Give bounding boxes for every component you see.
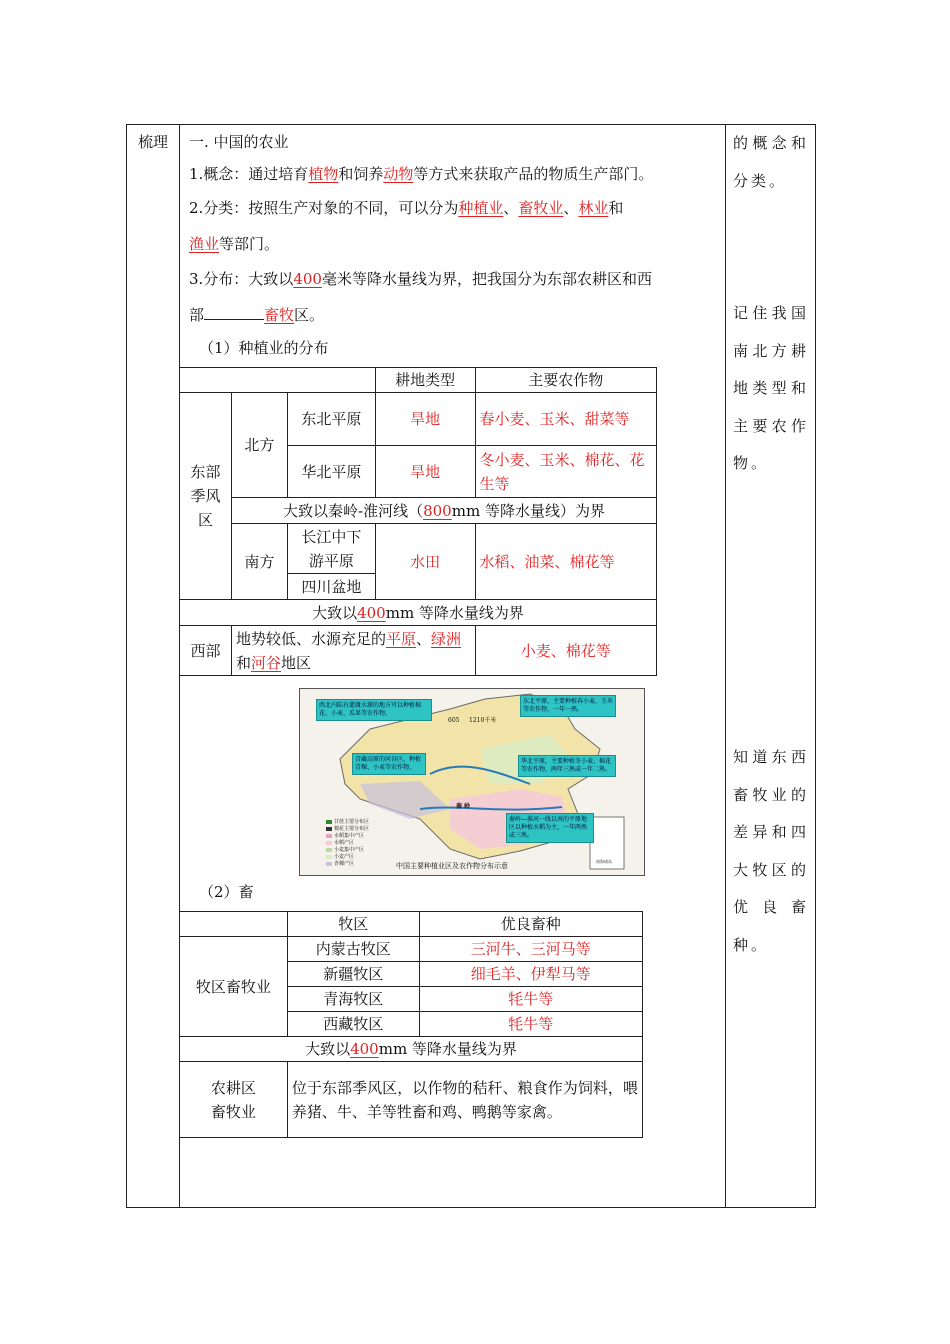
answer-400-c: 400 xyxy=(350,1040,379,1058)
south-label: 南方 xyxy=(231,524,287,600)
pasture-breed: 三河牛、三河马等 xyxy=(419,937,642,962)
pasture-breed: 牦牛等 xyxy=(419,1012,642,1037)
map-note-northwest: 西北内陆有灌溉水源的地方可以种植棉花、小麦、瓜果等农作物。 xyxy=(316,699,432,721)
qinling-label: 秦 岭 xyxy=(456,803,471,810)
islands-label: 南海诸岛 xyxy=(596,859,612,864)
legend-item: 棉花主要分布区 xyxy=(326,826,369,833)
rainfall-400-divider: 大致以400mm 等降水量线为界 xyxy=(180,600,657,626)
classify-line-2: 渔业等部门。 xyxy=(189,235,280,253)
livestock-divider: 大致以400mm 等降水量线为界 xyxy=(180,1037,643,1062)
answer-planting: 种植业 xyxy=(458,199,504,217)
answer-animal: 动物 xyxy=(383,165,414,183)
subsection-planting: （1）种植业的分布 xyxy=(199,339,329,357)
pasture-area: 新疆牧区 xyxy=(287,962,419,987)
subsection-livestock: （2）畜 xyxy=(199,883,254,901)
land-type-2: 旱地 xyxy=(375,446,475,498)
north-label: 北方 xyxy=(231,393,287,498)
side-note-3: 知道东西畜牧业的差异和四大牧区的优良畜种。 xyxy=(733,748,809,954)
legend-item: 水稻集中产区 xyxy=(326,833,369,840)
map-note-northeast: 东北平原，主要种植春小麦、玉米等农作物，一年一熟。 xyxy=(520,695,616,717)
legend-item: 小麦集中产区 xyxy=(326,847,369,854)
crop-table xyxy=(179,367,657,676)
pasture-breed: 牦牛等 xyxy=(419,987,642,1012)
crops-3: 水稻、油菜、棉花等 xyxy=(475,524,656,600)
west-label: 西部 xyxy=(180,626,232,676)
answer-800: 800 xyxy=(423,501,452,520)
section-label: 梳理 xyxy=(137,133,168,151)
answer-400-b: 400 xyxy=(357,603,386,622)
header-main-crops: 主要农作物 xyxy=(475,368,656,393)
section-title: 一. 中国的农业 xyxy=(189,133,289,151)
livestock-corner xyxy=(180,912,288,937)
land-type-3: 水田 xyxy=(375,524,475,600)
legend-item: 水稻产区 xyxy=(326,840,369,847)
place-sichuan-basin: 四川盆地 xyxy=(287,574,375,600)
classify-line: 2.分类：按照生产对象的不同，可以分为种植业、畜牧业、林业和 xyxy=(189,199,624,217)
answer-husbandry: 畜牧业 xyxy=(518,199,564,217)
header-pasture: 牧区 xyxy=(287,912,419,937)
crops-2: 冬小麦、玉米、棉花、花生等 xyxy=(475,446,656,498)
farm-husbandry-label: 农耕区畜牧业 xyxy=(180,1062,288,1138)
farm-husbandry-text: 位于东部季风区，以作物的秸秆、粮食作为饲料，喂养猪、牛、羊等牲畜和鸡、鸭鹅等家禽。 xyxy=(287,1062,642,1138)
answer-fishery: 渔业 xyxy=(189,235,220,253)
answer-plant: 植物 xyxy=(308,165,339,183)
header-breeds: 优良畜种 xyxy=(419,912,642,937)
west-conditions: 地势较低、水源充足的平原、绿洲和河谷地区 xyxy=(231,626,475,676)
place-yangtze-plain: 长江中下游平原 xyxy=(287,524,375,574)
map-legend xyxy=(326,819,369,868)
pasture-breed: 细毛羊、伊犁马等 xyxy=(419,962,642,987)
pasture-area: 西藏牧区 xyxy=(287,1012,419,1037)
answer-400: 400 xyxy=(293,270,322,288)
livestock-table xyxy=(179,911,643,1138)
west-crops: 小麦、棉花等 xyxy=(475,626,656,676)
map-note-north-china: 华北平原，主要种植冬小麦、棉花等农作物，两年三熟或一年二熟。 xyxy=(518,755,616,777)
land-type-1: 旱地 xyxy=(375,393,475,446)
legend-item: 小麦产区 xyxy=(326,854,369,861)
map-note-south: 秦岭—淮河一线以南的平原地区以种植水稻为主，一年两熟或三熟。 xyxy=(506,813,594,843)
header-land-type: 耕地类型 xyxy=(375,368,475,393)
crop-table-corner xyxy=(180,368,376,393)
china-crop-map xyxy=(299,688,645,876)
side-note-1: 的概念和分类。 xyxy=(733,134,809,190)
legend-item: 青稞产区 xyxy=(326,861,369,868)
column-divider-right xyxy=(725,125,726,1207)
map-caption: 中国主要种植业区及农作物分布示意 xyxy=(396,862,508,870)
pasture-area: 青海牧区 xyxy=(287,987,419,1012)
place-north-china-plain: 华北平原 xyxy=(287,446,375,498)
map-note-tibet: 青藏高原的河谷区，种植青稞、小麦等农作物。 xyxy=(352,753,426,775)
answer-pasture: 畜牧 xyxy=(264,306,295,324)
pastoral-husbandry-label: 牧区畜牧业 xyxy=(180,937,288,1037)
pasture-area: 内蒙古牧区 xyxy=(287,937,419,962)
map-scale: 605 1210千米 xyxy=(448,717,497,724)
crops-1: 春小麦、玉米、甜菜等 xyxy=(475,393,656,446)
place-northeast-plain: 东北平原 xyxy=(287,393,375,446)
answer-forestry: 林业 xyxy=(578,199,609,217)
distribution-line-2: 部 畜牧区。 xyxy=(189,306,325,324)
east-monsoon-region: 东部季风区 xyxy=(180,393,232,600)
legend-item: 甘蔗主要分布区 xyxy=(326,819,369,826)
side-note-2: 记住我国南北方耕地类型和主要农作物。 xyxy=(733,304,809,472)
blank-underline xyxy=(204,307,264,320)
concept-line: 1.概念：通过培育植物和饲养动物等方式来获取产品的物质生产部门。 xyxy=(189,165,654,183)
content-frame xyxy=(126,124,816,1208)
qinling-huaihe-divider: 大致以秦岭-淮河线（800mm 等降水量线）为界 xyxy=(231,498,656,524)
distribution-line: 3.分布：大致以400毫米等降水量线为界，把我国分为东部农耕区和西 xyxy=(189,270,652,288)
